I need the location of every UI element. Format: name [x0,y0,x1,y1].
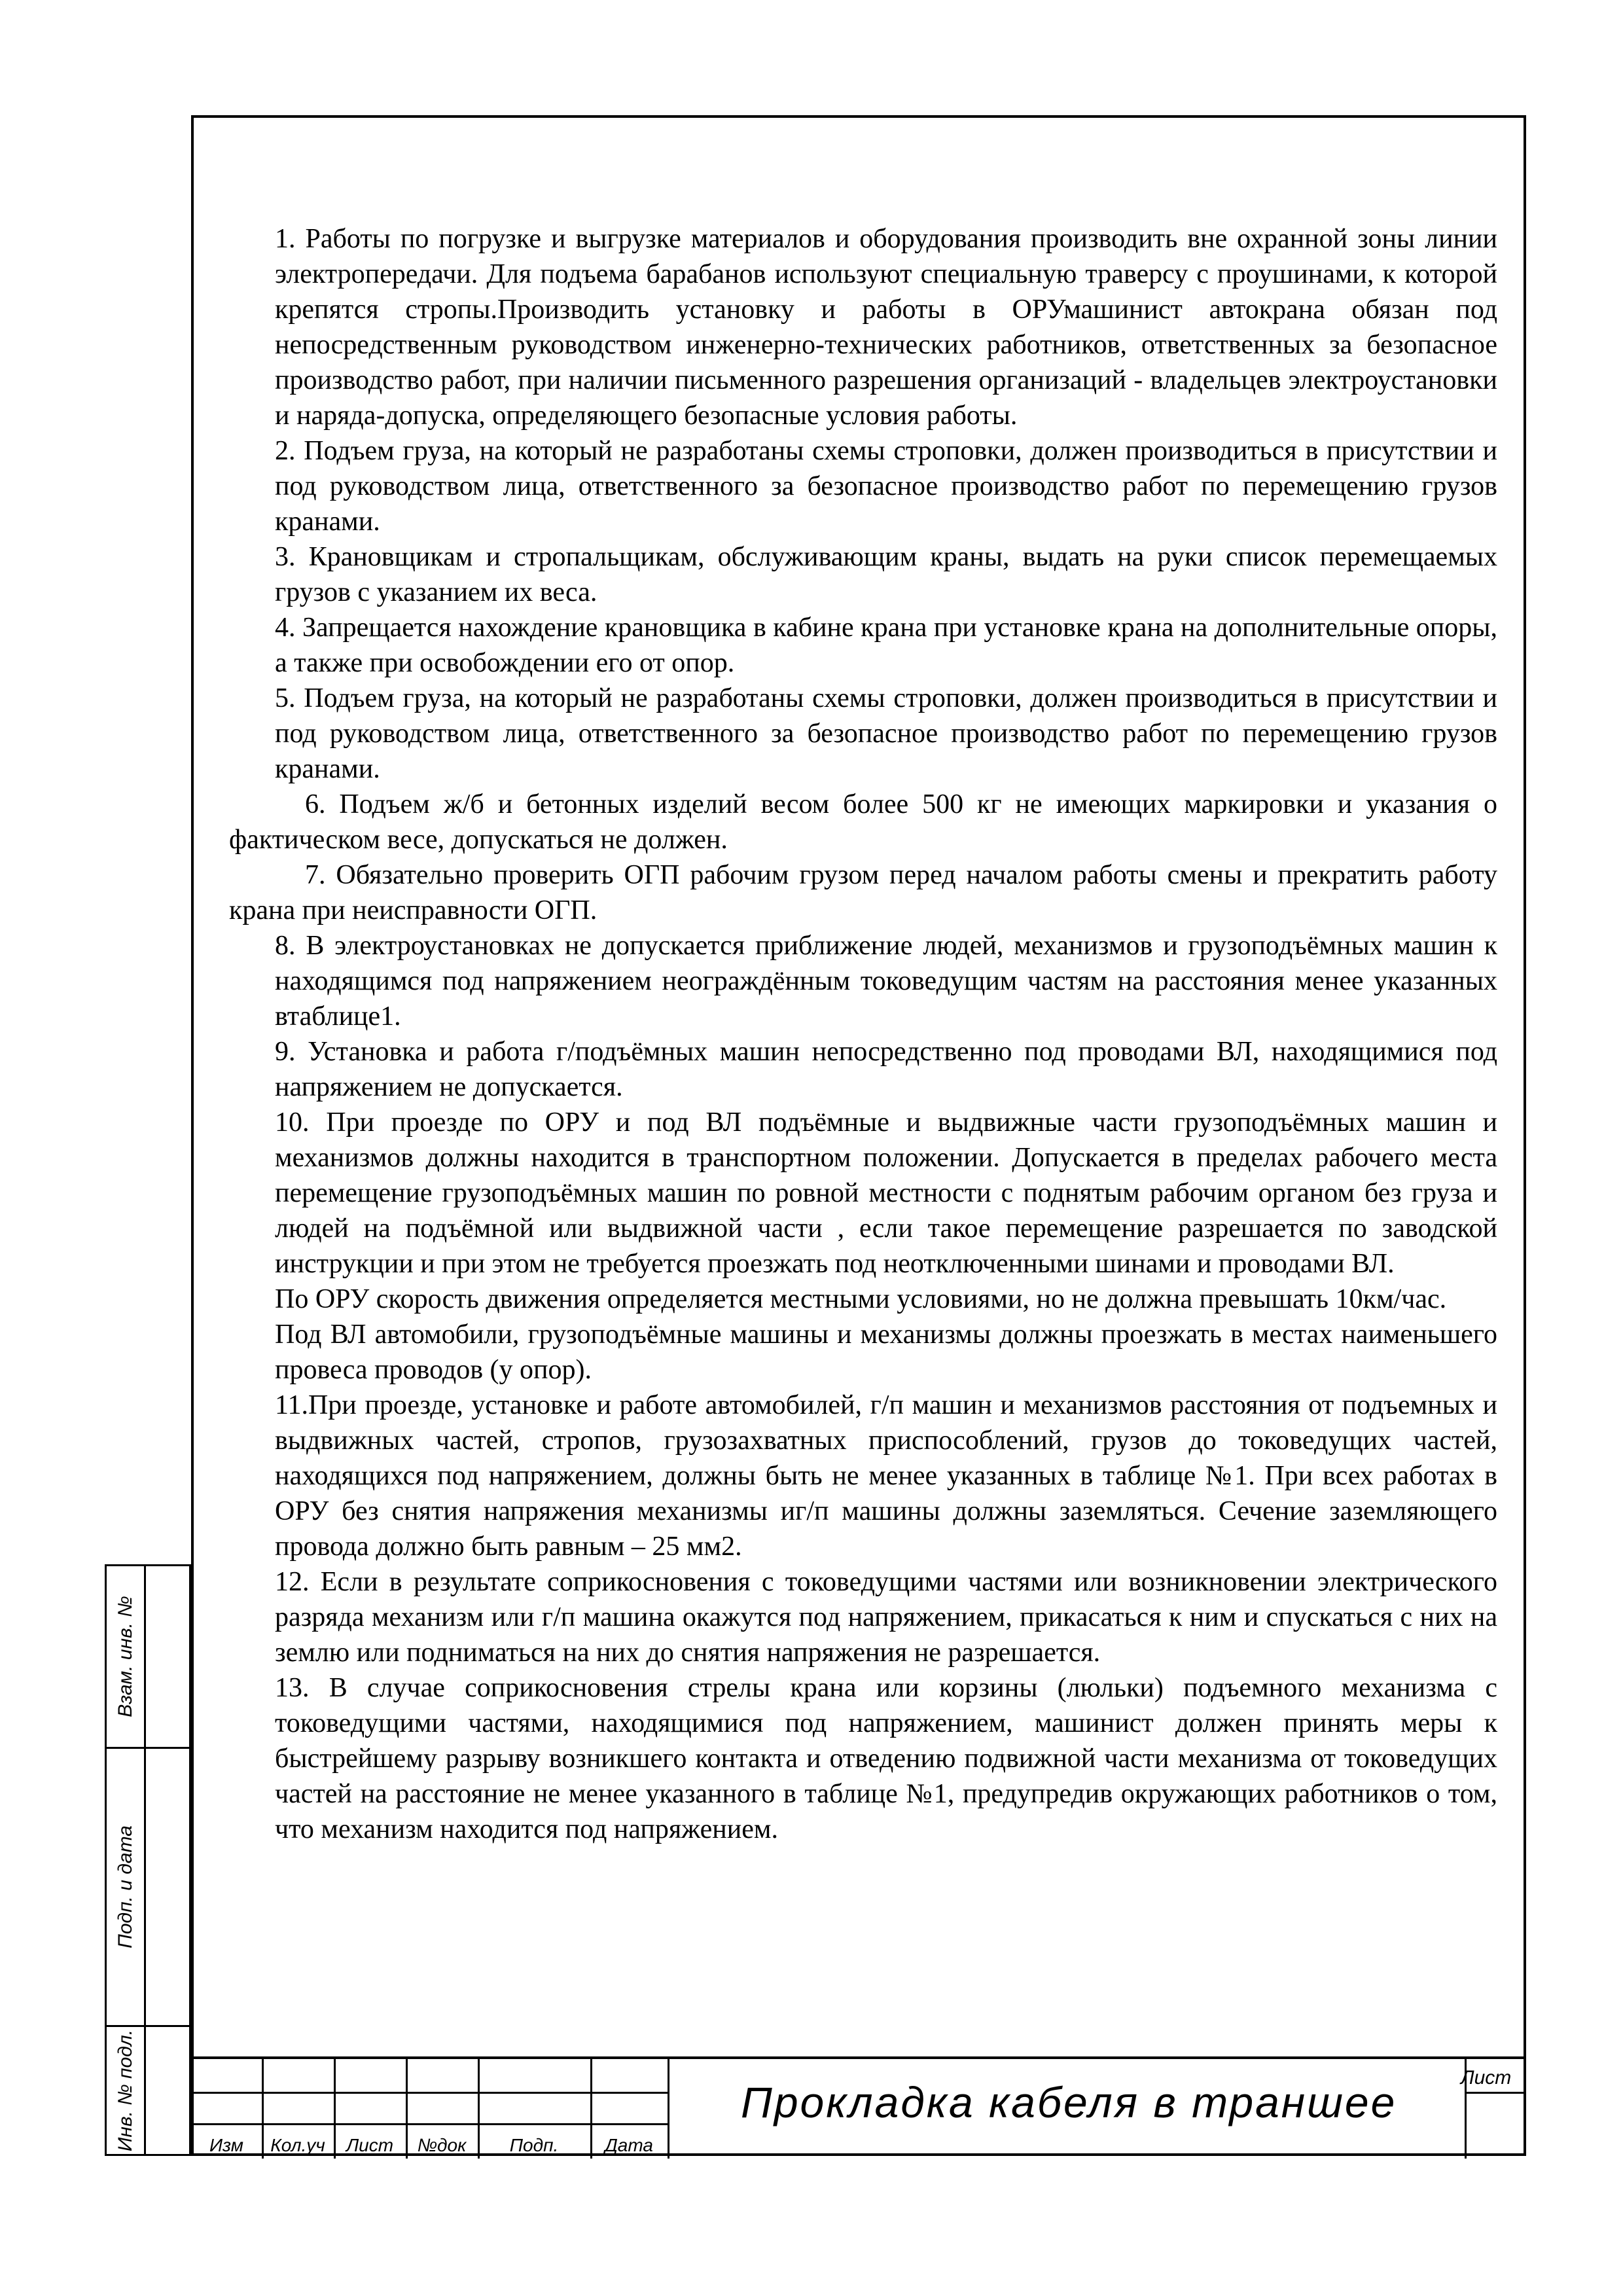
header-kolich: Кол.уч [270,2135,325,2155]
paragraph-4: 4. Запрещается нахождение крановщика в кабине крана при установке крана на дополнительные опоры, а также при освобождении его от опор. [275,613,1497,678]
paragraph-5: 5. Подъем груза, на который не разработаны схемы строповки, должен производиться в присутствии и под руководством лица, ответственного за безопасное производство работ по перемещению грузов кранами. [275,683,1497,784]
header-list: Лист [346,2135,394,2155]
paragraph-10: 10. При проезде по ОРУ и под ВЛ подъёмные и выдвижные части грузоподъёмных машин и механизмов должны находится в транспортном положении. Допускается в пределах рабочего места перемещение грузоподъёмных машин по ровной местности с поднятым рабочим органом без груза и людей на подъёмной или выдвижной части , если такое перемещение разрешается по заводской инструкции и при этом не требуется проезжать под неотключенными шинами и проводами ВЛ. [275,1107,1497,1279]
paragraph-1: 1. Работы по погрузке и выгрузке материалов и оборудования производить вне охранной зоны линии электропередачи. Для подъема барабанов используют специальную траверсу с проушинами, к которой крепятся стропы.Производить установку и работы в ОРУмашинист автокрана обязан под непосредственным руководством инженерно-технических работников, ответственных за безопасное производство работ, при наличии письменного разрешения организаций - владельцев электроустановки и наряда-допуска, определяющего безопасные условия работы. [275,224,1497,431]
paragraph-13: 13. В случае соприкосновения стрелы крана или корзины (люльки) подъемного механизма с токоведущими частями, находящимися под напряжением, машинист должен принять меры к быстрейшему разрыву возникшего контакта и отведению подвижной части механизма от токоведущих частей на расстояние не менее указанного в таблице №1, предупредив окружающих работников о том, что механизм находится под напряжением. [275,1673,1497,1844]
side-label-vzam: Взам. инв. № [114,1596,136,1717]
side-cell-inv [105,2025,191,2156]
paragraph-9: 9. Установка и работа г/подъёмных машин непосредственно под проводами ВЛ, находящимися под напряжением не допускается. [275,1037,1497,1102]
paragraph-3: 3. Крановщикам и стропальщикам, обслуживающим краны, выдать на руки список перемещаемых грузов с указанием их веса. [275,542,1497,607]
paragraph-7: 7. Обязательно проверить ОГП рабочим грузом перед началом работы смены и прекратить работу крана при неисправности ОГП. [229,860,1497,925]
paragraph-10-vl: Под ВЛ автомобили, грузоподъёмные машины и механизмы должны проезжать в местах наименьшего провеса проводов (у опор). [275,1319,1497,1385]
paragraph-11: 11.При проезде, установке и работе автомобилей, г/п машин и механизмов расстояния от подъемных и выдвижных частей, стропов, грузозахватных приспособлений, грузов до токоведущих частей, находящихся под напряжением, должны быть не менее указанных в таблице №1. При всех работах в ОРУ без снятия напряжения механизмы иг/п машины должны заземляться. Сечение заземляющего провода должно быть равным – 25 мм2. [275,1390,1497,1562]
title-block [191,2056,1526,2156]
side-label-inv: Инв. № подл. [114,2029,136,2152]
document-title: Прокладка кабеля в траншее [741,2078,1397,2126]
side-cell-vzam [105,1564,191,1749]
paragraph-6: 6. Подъем ж/б и бетонных изделий весом более 500 кг не имеющих маркировки и указания о фактическом весе, допускаться не должен. [229,789,1497,855]
paragraph-10-speed: По ОРУ скорость движения определяется местными условиями, но не должна превышать 10км/час. [275,1284,1447,1314]
side-cell-podp [105,1747,191,2027]
paragraph-8: 8. В электроустановках не допускается приближение людей, механизмов и грузоподъёмных машин к находящимся под напряжением неограждённым токоведущим частям на расстояния менее указанных втаблице1. [275,931,1497,1031]
side-label-podp: Подп. и дата [114,1825,136,1948]
header-ndok: №док [417,2135,467,2155]
paragraph-2: 2. Подъем груза, на который не разработаны схемы строповки, должен производиться в присутствии и под руководством лица, ответственного за безопасное производство работ по перемещению грузов кранами. [275,436,1497,537]
document-body [229,221,1497,2034]
paragraph-12: 12. Если в результате соприкосновения с токоведущими частями или возникновении электрического разряда механизм или г/п машина окажутся под напряжением, прикасаться к ним и спускаться с них на землю или подниматься на них до снятия напряжения не разрешается. [275,1567,1497,1668]
header-podp: Подп. [509,2135,559,2155]
sheet-label: Лист [1461,2067,1512,2089]
header-data: Дата [605,2135,653,2155]
header-izm: Изм [209,2135,243,2155]
